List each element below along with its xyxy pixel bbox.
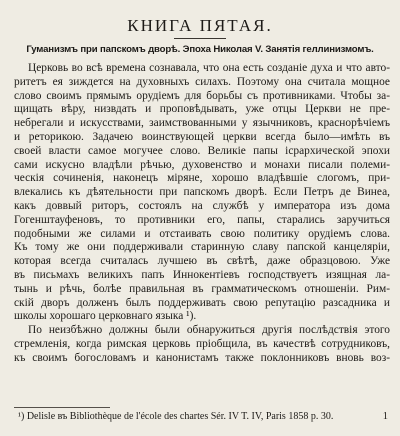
footnote-divider [14, 407, 110, 408]
body-text [14, 62, 390, 366]
text-line: влекались къ дѣятельности при папскомъ дворѣ. Если Петръ де Винеа, [14, 186, 390, 199]
text-line: скій дворъ долженъ былъ поддерживать свою репутацію разсадника и [14, 296, 390, 309]
text-line: Къ тому же они поддерживали старинную славу папской канцеляріи, [14, 241, 390, 254]
footnote: ¹) Delisle въ Bibliothèque de l'école des chartes Sér. IV T. IV, Paris 1858 р. 30. [18, 411, 334, 422]
text-line: школы хорошаго церковнаго языка ¹). [14, 310, 197, 323]
text-line: тынь и рѣчь, болѣе правильная въ грамматическомъ отношеніи. Рим- [14, 282, 390, 295]
text-line: и реторикою. Задачею воинствующей церкви всегда было—имѣть въ [14, 130, 390, 143]
text-line: стремленія, когда римская церковь пріобщила, въ качествѣ сотрудниковъ, [14, 337, 390, 350]
chapter-subtitle: Гуманизмъ при папскомъ дворѣ. Эпоха Николая V. Занятія геллинизмомъ. [26, 44, 374, 55]
text-line: Церковь во всѣ времена сознавала, что она есть созданіе духа и что авто- [28, 62, 390, 74]
page-number: 1 [382, 411, 388, 422]
text-line: въ письмахъ великихъ папъ Иннокентіевъ господствуетъ изящная ла- [14, 268, 390, 281]
text-line: По неизбѣжно должны были обнаружиться другія послѣдствія этого [28, 324, 390, 337]
text-line: слово своимъ прямымъ орудіемъ для борьбы съ противниками. Чтобы за- [14, 89, 390, 102]
book-title: КНИГА ПЯТАЯ. [127, 16, 273, 35]
text-line: щищать вѣру, низвдать и проповѣдывать, уже отцы Церкви не пре- [14, 103, 390, 116]
text-line: небрегали и искусствами, заимствованными у язычниковъ, краснорѣчіемъ [14, 117, 390, 130]
text-line: ритетъ ея зиждется на духовныхъ силахъ. Поэтому она считала мощное [14, 75, 390, 88]
text-line: къ своимъ богословамъ и канонистамъ также поклонниковъ вновь воз- [14, 351, 390, 364]
text-line: ческія сочиненія, наконецъ міряне, хорошо владѣвшіе слогомъ, при- [14, 172, 390, 185]
text-line: подобными же силами и отстаивать свою политику орудіемъ слова. [14, 227, 390, 240]
text-line: сами искусно владѣли рѣчью, духовенство и монахи писали полеми- [14, 158, 390, 171]
text-line: какъ доввый риторъ, состоялъ на службѣ у императора изъ дома [14, 199, 390, 212]
text-line: которая всегда считалась лучшею въ свѣтѣ, даже образцовою. Уже [14, 255, 390, 268]
title-divider [174, 38, 226, 39]
text-line: своей власти самое могучее слово. Великіе папы ісрархической эпохи [14, 144, 390, 157]
text-line: Гогенштауфеновъ, то противники его, папы, старались заручиться [14, 213, 390, 226]
